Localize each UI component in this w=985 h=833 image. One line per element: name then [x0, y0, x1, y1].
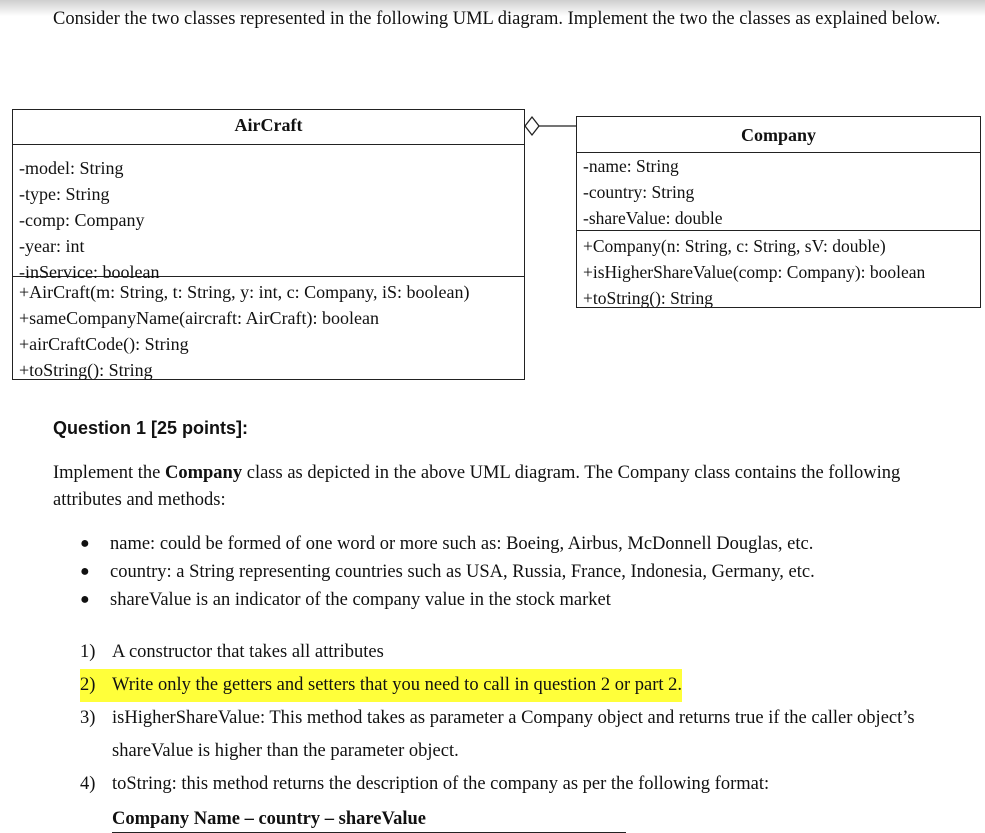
- aircraft-class-name: AirCraft: [13, 110, 524, 145]
- intro-text: Consider the two classes represented in the following UML diagram. Implement the two the classes as explained below.: [53, 9, 941, 29]
- list-item: [80, 636, 970, 669]
- para-text-post: class as depicted in the above UML diagram. The Company class contains the following attributes and methods:: [53, 463, 901, 510]
- bullet-icon: ●: [80, 591, 90, 608]
- aggregation-diamond-icon: [525, 117, 539, 135]
- aircraft-attribute: -year: int: [19, 236, 85, 256]
- requirements-list: [80, 636, 970, 801]
- step-number: 4): [80, 774, 96, 794]
- aircraft-method: +airCraftCode(): String: [19, 334, 189, 354]
- bullet-text: name: could be formed of one word or more such as: Boeing, Airbus, McDonnell Douglas, etc.: [110, 534, 814, 554]
- para-text-pre: Implement the: [53, 463, 165, 483]
- bullet-text: country: a String representing countries such as USA, Russia, France, Indonesia, Germany, etc.: [110, 562, 815, 582]
- step-number: 1): [80, 642, 96, 662]
- company-method: +toString(): String: [583, 288, 713, 308]
- list-item: [80, 768, 970, 801]
- company-method: +Company(n: String, c: String, sV: double): [583, 236, 886, 256]
- step-text: Write only the getters and setters that you need to call in question 2 or part 2.: [112, 675, 683, 695]
- aircraft-attribute: -type: String: [19, 184, 110, 204]
- aircraft-method: +toString(): String: [19, 360, 153, 380]
- aggregation-connector: [524, 113, 578, 139]
- step-number: 3): [80, 708, 96, 728]
- list-item: [80, 558, 815, 586]
- company-method: +isHigherShareValue(comp: Company): boolean: [583, 262, 926, 282]
- company-methods: [577, 231, 980, 313]
- highlighted-step: [80, 669, 682, 702]
- company-attributes: [577, 153, 980, 231]
- list-item: [80, 669, 970, 702]
- question-heading: Question 1 [25 points]:: [53, 418, 249, 438]
- step-number: 2): [80, 675, 96, 695]
- step-text: isHigherShareValue: This method takes as parameter a Company object and returns true if the caller object’s shareValue is higher than the parameter object.: [112, 708, 915, 761]
- company-attribute: -name: String: [583, 156, 679, 176]
- bullet-icon: ●: [80, 535, 90, 552]
- list-item: [80, 586, 815, 614]
- aircraft-attribute: -comp: Company: [19, 210, 145, 230]
- aircraft-class-box: [12, 109, 525, 380]
- company-class-box: [576, 116, 981, 308]
- aircraft-method: +sameCompanyName(aircraft: AirCraft): boolean: [19, 308, 380, 328]
- aircraft-attribute: -model: String: [19, 158, 124, 178]
- step-text: A constructor that takes all attributes: [112, 642, 384, 662]
- company-class-name: Company: [577, 117, 980, 153]
- output-format: Company Name – country – shareValue: [112, 806, 626, 833]
- aircraft-attribute: -inService: boolean: [19, 262, 160, 282]
- list-item: [80, 530, 815, 558]
- aircraft-attributes: [13, 145, 524, 282]
- list-item: [80, 702, 970, 768]
- question-paragraph: [53, 460, 913, 514]
- company-attribute: -shareValue: double: [583, 208, 723, 228]
- aircraft-method: +AirCraft(m: String, t: String, y: int, c: Company, iS: boolean): [19, 282, 470, 302]
- aircraft-methods: [13, 277, 524, 385]
- company-attribute: -country: String: [583, 182, 695, 202]
- para-class-name: Company: [165, 463, 243, 483]
- bullet-icon: ●: [80, 563, 90, 580]
- step-text: toString: this method returns the description of the company as per the following format:: [112, 774, 770, 794]
- bullet-text: shareValue is an indicator of the company value in the stock market: [110, 590, 611, 610]
- attribute-bullet-list: [80, 530, 815, 614]
